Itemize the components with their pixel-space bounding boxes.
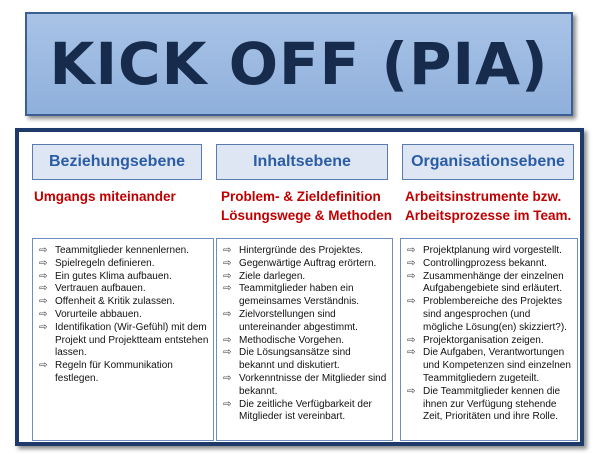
list-item-text: Ein gutes Klima aufbauen. [55, 270, 172, 282]
list-item-text: Regeln für Kommunikation festlegen. [55, 360, 173, 384]
arrow-right-icon: ⇨ [223, 283, 232, 295]
list-item-text: Projektplanung wird vorgestellt. [423, 245, 562, 256]
list-organisationsebene [400, 238, 578, 441]
arrow-right-icon: ⇨ [223, 347, 232, 359]
arrow-right-icon: ⇨ [407, 385, 416, 397]
list-item-text: Zusammenhänge der einzelnen Aufgabengebiete sind erläutert. [423, 270, 564, 295]
arrow-right-icon: ⇨ [407, 347, 416, 359]
list-item [39, 283, 209, 296]
subheading-organisationsebene [405, 187, 571, 225]
list-item-text: Identifikation (Wir-Gefühl) mit dem Projekt und Projektteam entstehen lassen. [55, 321, 209, 359]
arrow-right-icon: ⇨ [223, 257, 232, 269]
arrow-right-icon: ⇨ [407, 257, 416, 269]
list-beziehungsebene [32, 238, 214, 441]
list-item-text: Zielvorstellungen sind untereinander abgestimmt. [239, 308, 358, 333]
heading-beziehungsebene: Beziehungsebene [32, 144, 202, 180]
subheading-line: Arbeitsinstrumente bzw. [405, 189, 562, 204]
list-item-text: Vorurteile abbauen. [55, 308, 142, 320]
list-item [39, 322, 209, 360]
list-item-text: Hintergründe des Projektes. [239, 245, 363, 256]
list-item-text: Teammitglieder haben ein gemeinsames Verständnis. [239, 283, 360, 308]
list-item-text: Teammitglieder kennenlernen. [55, 245, 189, 256]
list-item [223, 271, 388, 284]
list-item [223, 283, 388, 309]
arrow-right-icon: ⇨ [223, 398, 232, 410]
list-item [39, 258, 209, 271]
content-frame [15, 128, 584, 446]
arrow-right-icon: ⇨ [407, 270, 416, 282]
list-item [39, 296, 209, 309]
subheading-line: Umgangs miteinander [34, 189, 176, 204]
content-inner [19, 132, 580, 442]
list-item [39, 245, 209, 258]
list-item [407, 347, 573, 385]
list-item-text: Die zeitliche Verfügbarkeit der Mitglieder ist vereinbart. [239, 398, 372, 423]
list-item-text: Vertrauen aufbauen. [55, 283, 146, 295]
arrow-right-icon: ⇨ [223, 372, 232, 384]
arrow-right-icon: ⇨ [39, 283, 48, 295]
arrow-right-icon: ⇨ [39, 245, 48, 256]
arrow-right-icon: ⇨ [223, 245, 232, 256]
list-inhaltsebene [216, 238, 393, 441]
list-item-text: Controllingprozess bekannt. [423, 257, 547, 269]
list-item [223, 309, 388, 335]
list-item-text: Die Lösungsansätze sind bekannt und diskutiert. [239, 347, 351, 372]
arrow-right-icon: ⇨ [223, 334, 232, 346]
arrow-right-icon: ⇨ [407, 296, 416, 308]
list-item [223, 335, 388, 348]
list-item-text: Problembereiche des Projektes sind angesprochen (und mögliche Lösung(en) skizziert?). [423, 296, 567, 333]
arrow-right-icon: ⇨ [39, 360, 48, 372]
list-item [39, 271, 209, 284]
arrow-right-icon: ⇨ [39, 321, 48, 333]
list-item [407, 271, 573, 297]
arrow-right-icon: ⇨ [39, 308, 48, 320]
list-item-text: Projektorganisation zeigen. [423, 334, 544, 346]
subheading-line: Problem- & Zieldefinition [221, 189, 381, 204]
subheading-beziehungsebene [34, 187, 176, 206]
list-item-text: Offenheit & Kritik zulassen. [55, 296, 175, 308]
arrow-right-icon: ⇨ [39, 270, 48, 282]
arrow-right-icon: ⇨ [39, 296, 48, 308]
list-item [223, 373, 388, 399]
heading-inhaltsebene: Inhaltsebene [216, 144, 388, 180]
list-item-text: Gegenwärtige Auftrag erörtern. [239, 257, 377, 269]
list-item [223, 347, 388, 373]
list-item [407, 258, 573, 271]
list-item-text: Methodische Vorgehen. [239, 334, 345, 346]
list-item-text: Spielregeln definieren. [55, 257, 155, 269]
list-item [39, 309, 209, 322]
list-item [223, 399, 388, 425]
arrow-right-icon: ⇨ [407, 334, 416, 346]
list-item [39, 360, 209, 386]
arrow-right-icon: ⇨ [223, 308, 232, 320]
heading-organisationsebene: Organisationsebene [402, 144, 574, 180]
title-banner [25, 12, 573, 116]
list-item-text: Die Aufgaben, Verantwortungen und Kompetenzen sind einzelnen Teammitgliedern zugeteilt. [423, 347, 571, 384]
page-title: KICK OFF (PIA) [49, 30, 549, 98]
list-item-text: Vorkenntnisse der Mitglieder sind bekannt. [239, 372, 387, 397]
list-item [407, 296, 573, 334]
list-item [223, 258, 388, 271]
arrow-right-icon: ⇨ [223, 270, 232, 282]
list-item-text: Ziele darlegen. [239, 270, 306, 282]
subheading-line: Lösungswege & Methoden [221, 208, 393, 223]
arrow-right-icon: ⇨ [407, 245, 416, 256]
subheading-inhaltsebene [221, 187, 392, 225]
list-item-text: Die Teammitglieder kennen die ihnen zur Verfügung stehende Zeit, Prioritäten und ihre Rolle. [423, 385, 561, 423]
arrow-right-icon: ⇨ [39, 257, 48, 269]
list-item [407, 335, 573, 348]
list-item [223, 245, 388, 258]
list-item [407, 386, 573, 424]
list-item [407, 245, 573, 258]
subheading-line: Arbeitsprozesse im Team. [405, 208, 572, 223]
